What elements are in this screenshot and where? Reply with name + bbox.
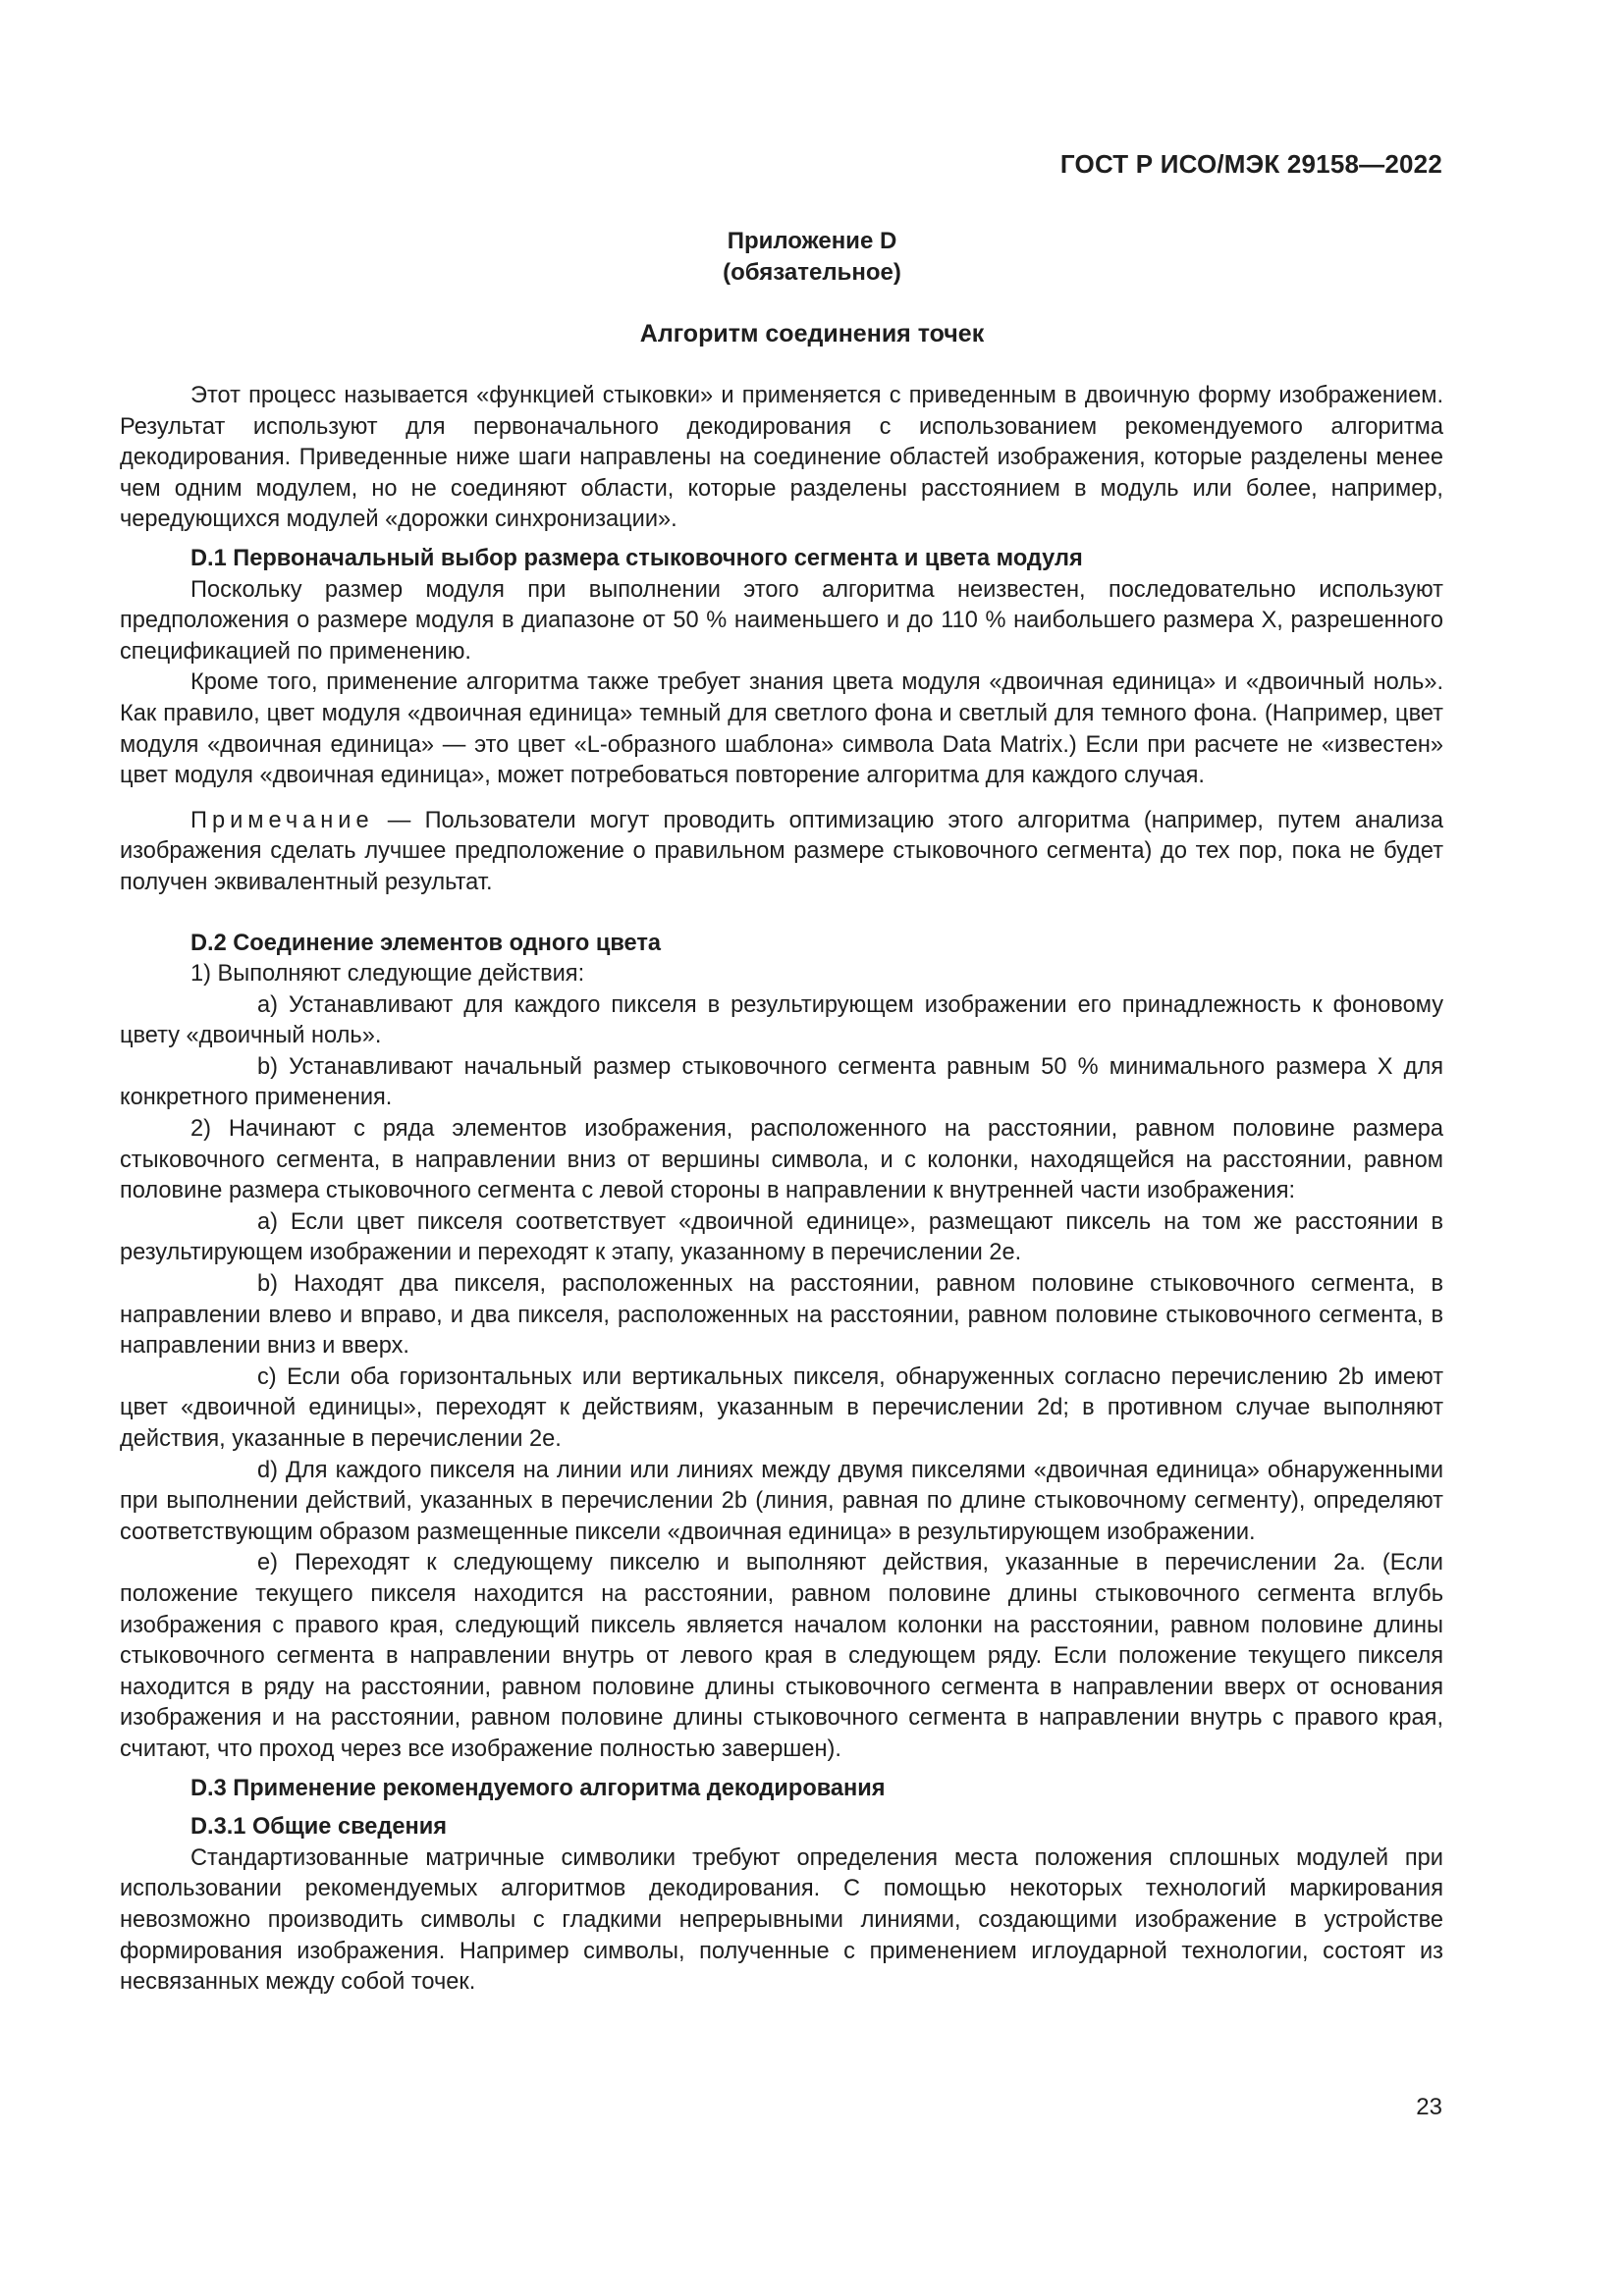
section-d1-heading: D.1 Первоначальный выбор размера стыковочного сегмента и цвета модуля bbox=[190, 545, 1083, 571]
annex-heading bbox=[0, 226, 1624, 289]
d1-note bbox=[120, 806, 1443, 899]
d2-step-1b: b) Устанавливают начальный размер стыковочного сегмента равным 50 % минимального размера X для конкретного применения. bbox=[120, 1053, 1443, 1111]
d2-step-2d: d) Для каждого пикселя на линии или линиях между двумя пикселями «двоичная единица» обнаруженными при выполнении действий, указанных в перечислении 2b (линия, равная по длине стыковочному сегменту), определяют соответствующим образом размещенные пиксели «двоичная единица» в результирующем изображении. bbox=[120, 1457, 1443, 1545]
section-d2-heading: D.2 Соединение элементов одного цвета bbox=[190, 930, 662, 956]
d1-paragraph-2: Кроме того, применение алгоритма также требует знания цвета модуля «двоичная единица» и «двоичный ноль». Как правило, цвет модуля «двоичная единица» темный для светлого фона и светлый для темного фона. (Например, цвет модуля «двоичная единица» — это цвет «L-образного шаблона» символа Data Matrix.) Если при расчете не «известен» цвет модуля «двоичная единица», может потребоваться повторение алгоритма для каждого случая. bbox=[120, 669, 1443, 789]
d3-paragraph-1: Стандартизованные матричные символики требуют определения места положения сплошных модулей при использовании рекомендуемых алгоритмов декодирования. С помощью некоторых технологий маркирования невозможно производить символы с гладкими непрерывными линиями, создающими изображение в устройстве формирования изображения. Например символы, полученные с применением иглоударной технологии, состоят из несвязанных между собой точек. bbox=[120, 1844, 1443, 1996]
note-text: — Пользователи могут проводить оптимизацию этого алгоритма (например, путем анализа изображения сделать лучшее предположение о правильном размере стыковочного сегмента) до тех пор, пока не будет получен эквивалентный результат. bbox=[120, 807, 1443, 895]
d2-step-2: 2) Начинают с ряда элементов изображения, расположенного на расстоянии, равном половине размера стыковочного сегмента, в направлении вниз от вершины символа, и с колонки, находящейся на расстоянии, равном половине размера стыковочного сегмента с левой стороны в направлении к внутренней части изображения: bbox=[120, 1116, 1443, 1204]
page-number: 23 bbox=[1416, 2094, 1442, 2120]
d2-step-2e: e) Переходят к следующему пикселю и выполняют действия, указанные в перечислении 2a. (Если положение текущего пикселя находится на расстоянии, равном половине длины стыковочного сегмента вглубь изображения с правого края, следующий пиксель является началом колонки на расстоянии, равном половине длины стыковочного сегмента в направлении внутрь от левого края в следующем ряду. Если положение текущего пикселя находится в ряду на расстоянии, равном половине длины стыковочного сегмента в направлении вверх от основания изображения и на расстоянии, равном половине длины стыковочного сегмента в направлении внутрь с правого края, считают, что проход через все изображение полностью завершен). bbox=[120, 1550, 1443, 1762]
document-body bbox=[120, 381, 1443, 1999]
d2-step-2b: b) Находят два пикселя, расположенных на расстоянии, равном половине стыковочного сегмента, в направлении влево и вправо, и два пикселя, расположенных на расстоянии, равном половине стыковочного сегмента, в направлении вниз и вверх. bbox=[120, 1271, 1443, 1360]
annex-label: Приложение D bbox=[727, 228, 897, 254]
intro-paragraph: Этот процесс называется «функцией стыковки» и применяется с приведенным в двоичную форму изображением. Результат используют для первоначального декодирования с использованием рекомендуемого алгоритма декодирования. Приведенные ниже шаги направлены на соединение областей изображения, которые разделены менее чем одним модулем, но не соединяют области, которые разделены расстоянием в модуль или более, например, чередующихся модулей «дорожки синхронизации». bbox=[120, 383, 1443, 533]
standard-code: ГОСТ Р ИСО/МЭК 29158—2022 bbox=[1059, 149, 1442, 179]
annex-status: (обязательное) bbox=[723, 259, 901, 286]
d2-step-1: 1) Выполняют следующие действия: bbox=[190, 961, 585, 988]
d2-step-2c: c) Если оба горизонтальных или вертикальных пикселя, обнаруженных согласно перечислению 2b имеют цвет «двоичной единицы», переходят к действиям, указанным в перечислении 2d; в противном случае выполняют действия, указанные в перечислении 2e. bbox=[120, 1363, 1443, 1452]
section-d3-heading: D.3 Применение рекомендуемого алгоритма декодирования bbox=[190, 1775, 886, 1801]
d2-step-1a: a) Устанавливают для каждого пикселя в результирующем изображении его принадлежность к фоновому цвету «двоичный ноль». bbox=[120, 991, 1443, 1049]
annex-title: Алгоритм соединения точек bbox=[639, 320, 985, 347]
d2-step-2a: a) Если цвет пикселя соответствует «двоичной единице», размещают пиксель на том же расстоянии в результирующем изображении и переходят к этапу, указанному в перечислении 2e. bbox=[120, 1208, 1443, 1266]
note-label: Примечание bbox=[190, 807, 374, 833]
section-d3-1-heading: D.3.1 Общие сведения bbox=[190, 1814, 448, 1841]
d1-paragraph-1: Поскольку размер модуля при выполнении этого алгоритма неизвестен, последовательно используют предположения о размере модуля в диапазоне от 50 % наименьшего и до 110 % наибольшего размера X, разрешенного спецификацией по применению. bbox=[120, 576, 1443, 665]
